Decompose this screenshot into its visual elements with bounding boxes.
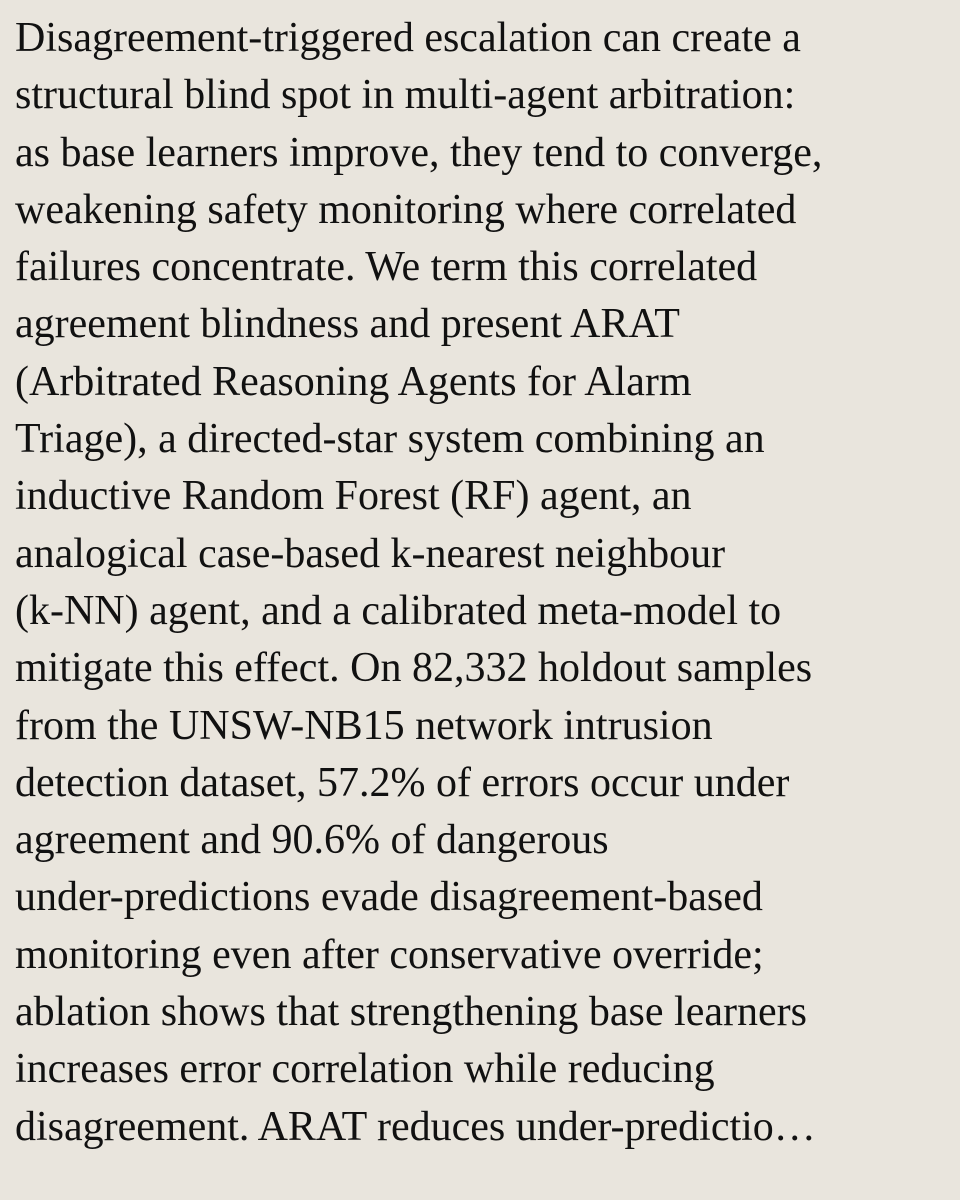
abstract-line: ablation shows that strengthening base learners xyxy=(15,989,807,1036)
abstract-line: structural blind spot in multi-agent arbitration: xyxy=(15,72,796,119)
abstract-line: from the UNSW-NB15 network intrusion xyxy=(15,702,713,749)
abstract-line: agreement blindness and present ARAT xyxy=(15,301,680,348)
abstract-paragraph xyxy=(15,10,938,1156)
abstract-line: analogical case-based k-nearest neighbour xyxy=(15,530,726,577)
abstract-line: agreement and 90.6% of dangerous xyxy=(15,817,609,864)
abstract-line: inductive Random Forest (RF) agent, an xyxy=(15,473,692,520)
abstract-line: (k-NN) agent, and a calibrated meta-model to xyxy=(15,587,782,634)
abstract-line: failures concentrate. We term this correlated xyxy=(15,244,758,291)
abstract-line: disagreement. ARAT reduces under-predictio… xyxy=(15,1103,816,1150)
abstract-line: mitigate this effect. On 82,332 holdout samples xyxy=(15,645,813,692)
abstract-line: weakening safety monitoring where correlated xyxy=(15,186,797,233)
abstract-line: Triage), a directed-star system combining an xyxy=(15,416,765,463)
abstract-line: (Arbitrated Reasoning Agents for Alarm xyxy=(15,358,692,405)
abstract-line: detection dataset, 57.2% of errors occur under xyxy=(15,759,790,806)
abstract-line: increases error correlation while reducing xyxy=(15,1046,715,1093)
abstract-line: monitoring even after conservative override; xyxy=(15,931,764,978)
abstract-line: under-predictions evade disagreement-based xyxy=(15,874,763,921)
abstract-line: Disagreement-triggered escalation can create a xyxy=(15,15,801,61)
abstract-line: as base learners improve, they tend to converge, xyxy=(15,129,823,176)
